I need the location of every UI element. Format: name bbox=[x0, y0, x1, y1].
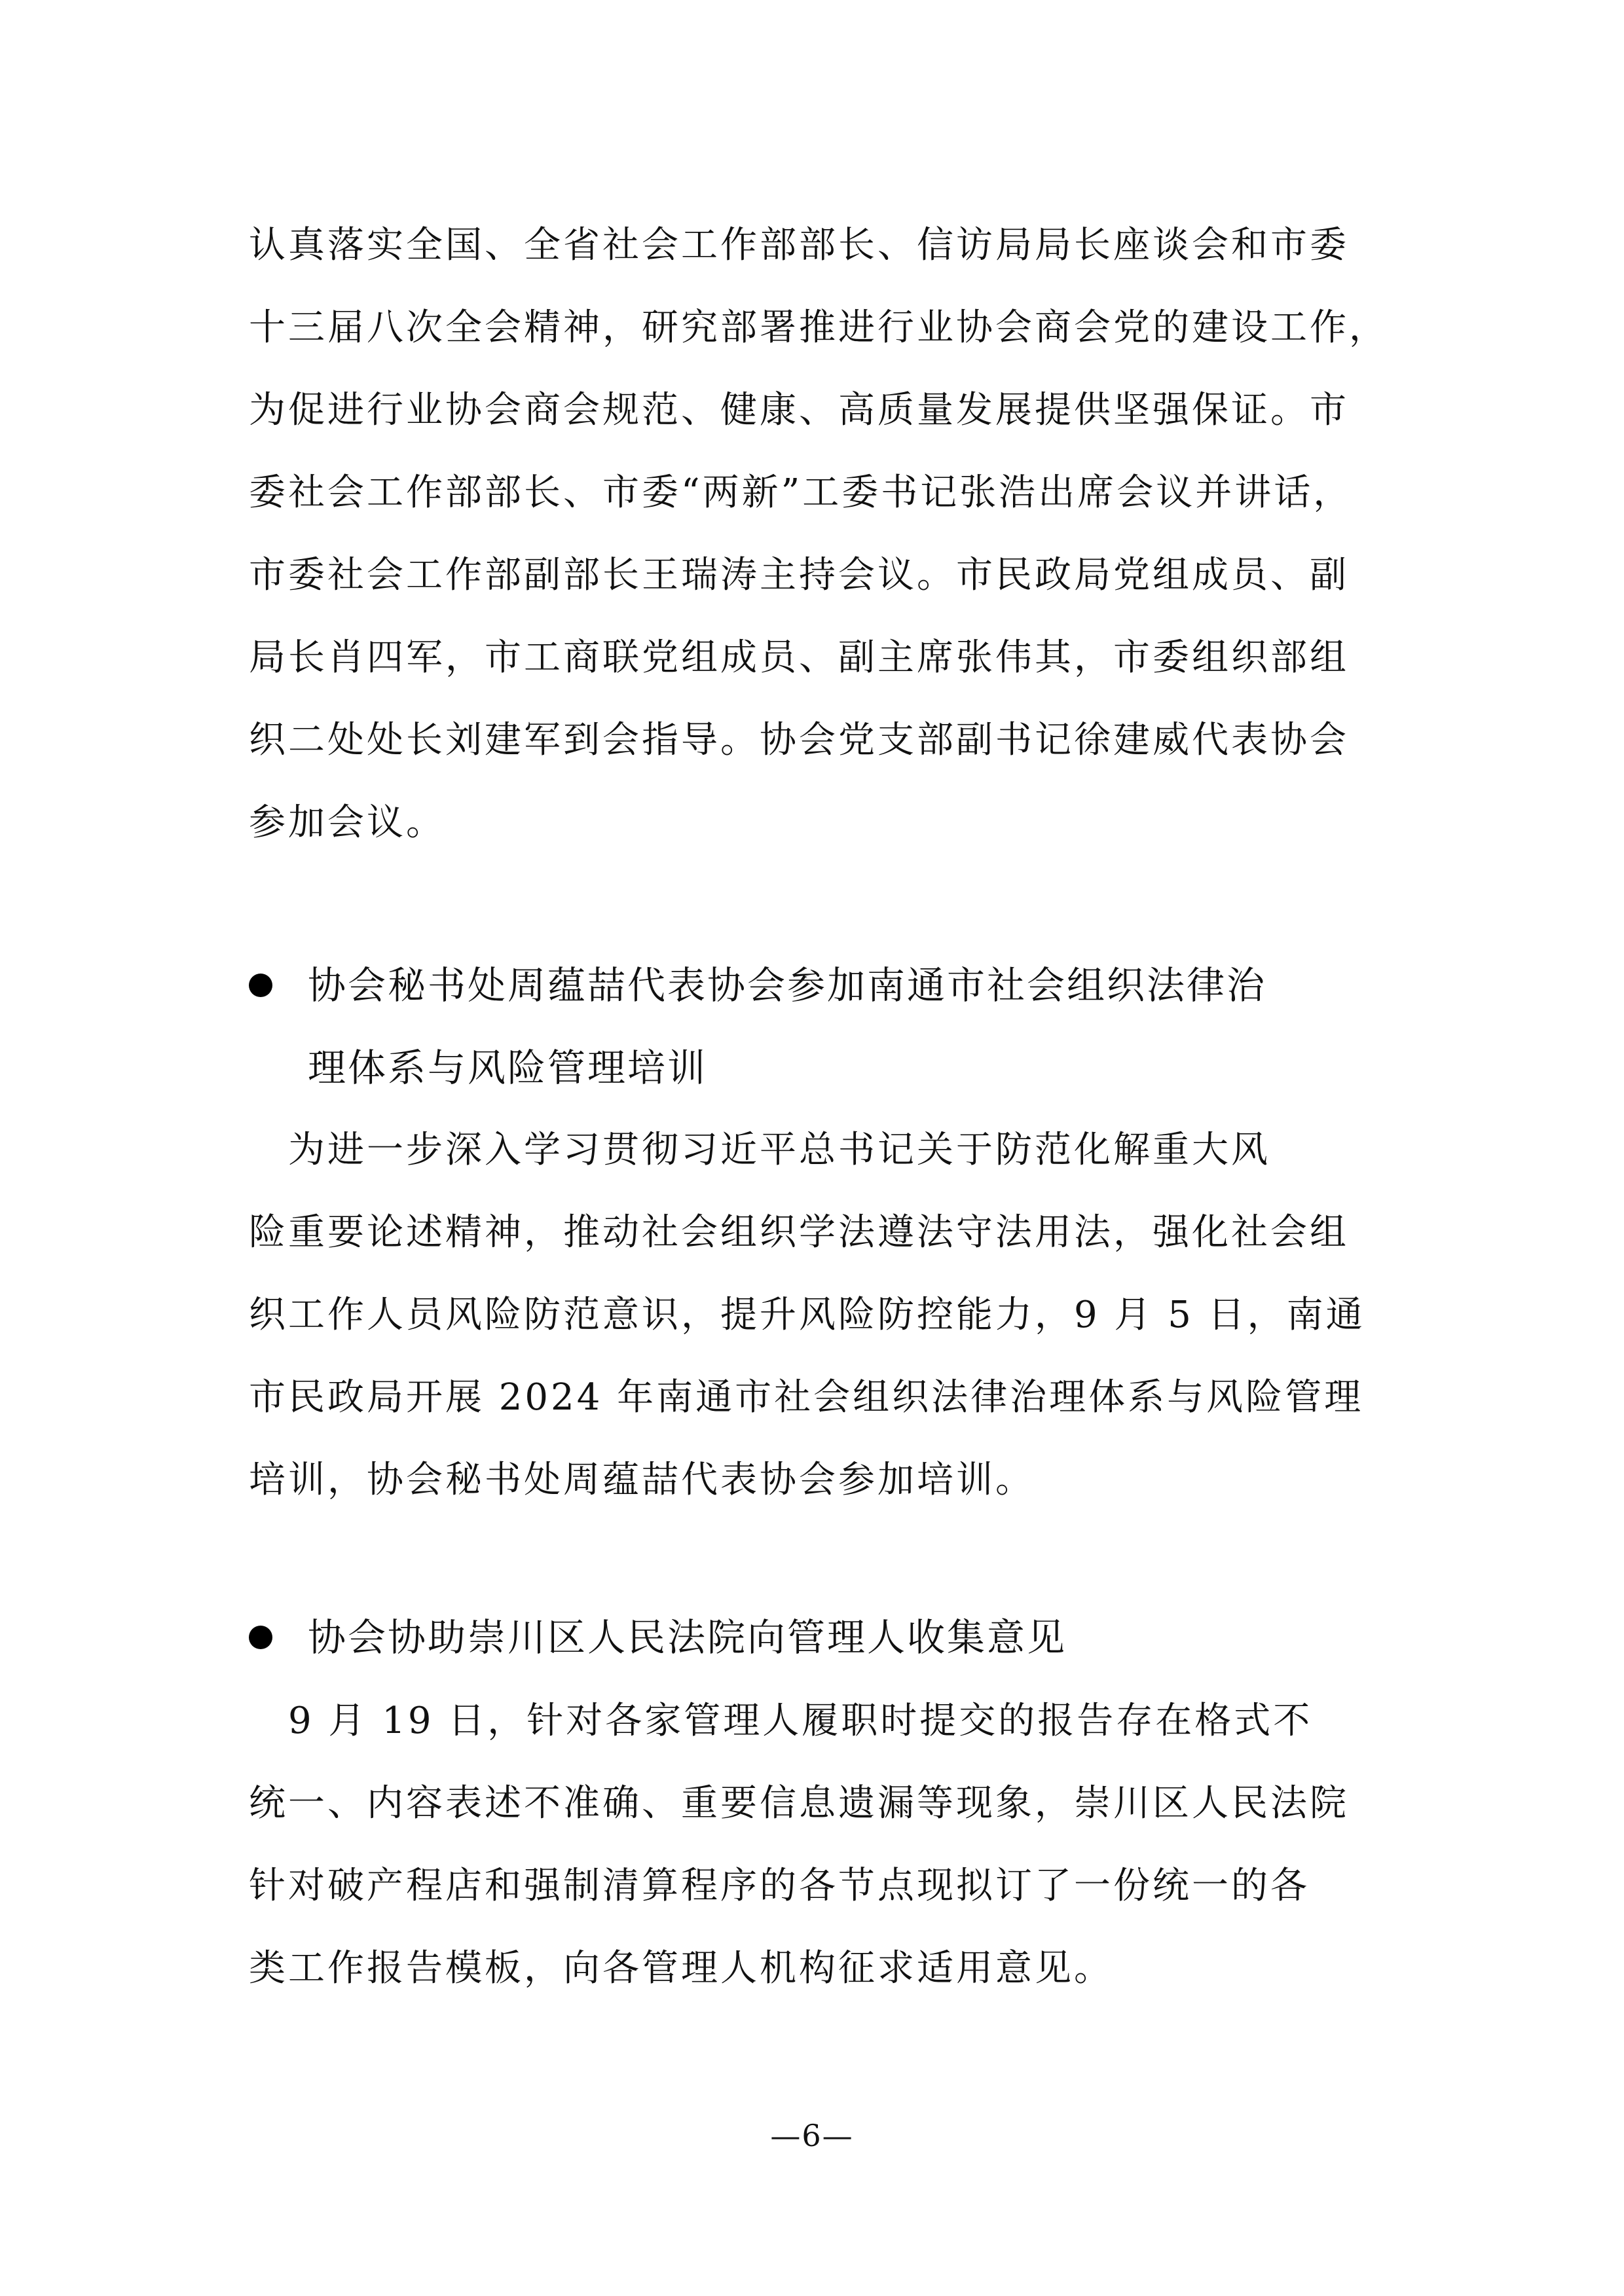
paragraph-continuation bbox=[249, 204, 1388, 864]
page-number: —6— bbox=[770, 2118, 854, 2153]
heading-row bbox=[249, 1027, 1401, 1109]
paragraph-court bbox=[249, 1680, 1388, 2010]
text-line: 险重要论述精神，推动社会组织学法遵法守法用法，强化社会组 bbox=[249, 1211, 1349, 1254]
text-line: 为进一步深入学习贯彻习近平总书记关于防范化解重大风 bbox=[249, 1129, 1270, 1171]
heading-row bbox=[249, 944, 1401, 1027]
text-line: 局长肖四军，市工商联党组成员、副主席张伟其，市委组织部组 bbox=[249, 636, 1349, 679]
text-line: 织工作人员风险防范意识，提升风险防控能力，9 月 5 日，南通 bbox=[249, 1294, 1365, 1336]
text-line: 参加会议。 bbox=[249, 801, 445, 844]
text-line: 市民政局开展 2024 年南通市社会组织法律治理体系与风险管理 bbox=[249, 1376, 1364, 1419]
paragraph-training bbox=[249, 1109, 1388, 1522]
section-heading-court bbox=[249, 1596, 1401, 1679]
bullet-icon bbox=[249, 1626, 272, 1649]
heading-text: 理体系与风险管理培训 bbox=[308, 1046, 708, 1090]
text-line: 统一、内容表述不准确、重要信息遗漏等现象，崇川区人民法院 bbox=[249, 1782, 1349, 1825]
heading-row bbox=[249, 1596, 1401, 1679]
text-line: 针对破产程店和强制清算程序的各节点现拟订了一份统一的各 bbox=[249, 1865, 1310, 1907]
text-line: 培训，协会秘书处周蕴喆代表协会参加培训。 bbox=[249, 1459, 1035, 1501]
text-line: 市委社会工作部副部长王瑞涛主持会议。市民政局党组成员、副 bbox=[249, 554, 1349, 596]
text-line: 9 月 19 日，针对各家管理人履职时提交的报告存在格式不 bbox=[249, 1700, 1313, 1742]
bullet-icon bbox=[249, 974, 272, 997]
text-line: 认真落实全国、全省社会工作部部长、信访局局长座谈会和市委 bbox=[249, 224, 1349, 266]
heading-text: 协会秘书处周蕴喆代表协会参加南通市社会组织法律治 bbox=[308, 963, 1267, 1008]
text-line: 委社会工作部部长、市委“两新”工委书记张浩出席会议并讲话， bbox=[249, 471, 1353, 514]
text-line: 为促进行业协会商会规范、健康、高质量发展提供坚强保证。市 bbox=[249, 389, 1349, 431]
text-line: 十三届八次全会精神，研究部署推进行业协会商会党的建设工作， bbox=[249, 306, 1388, 349]
heading-text: 协会协助崇川区人民法院向管理人收集意见 bbox=[308, 1615, 1067, 1660]
text-line: 织二处处长刘建军到会指导。协会党支部副书记徐建威代表协会 bbox=[249, 719, 1349, 761]
section-heading-training bbox=[249, 944, 1401, 1109]
text-line: 类工作报告模板，向各管理人机构征求适用意见。 bbox=[249, 1947, 1113, 1990]
